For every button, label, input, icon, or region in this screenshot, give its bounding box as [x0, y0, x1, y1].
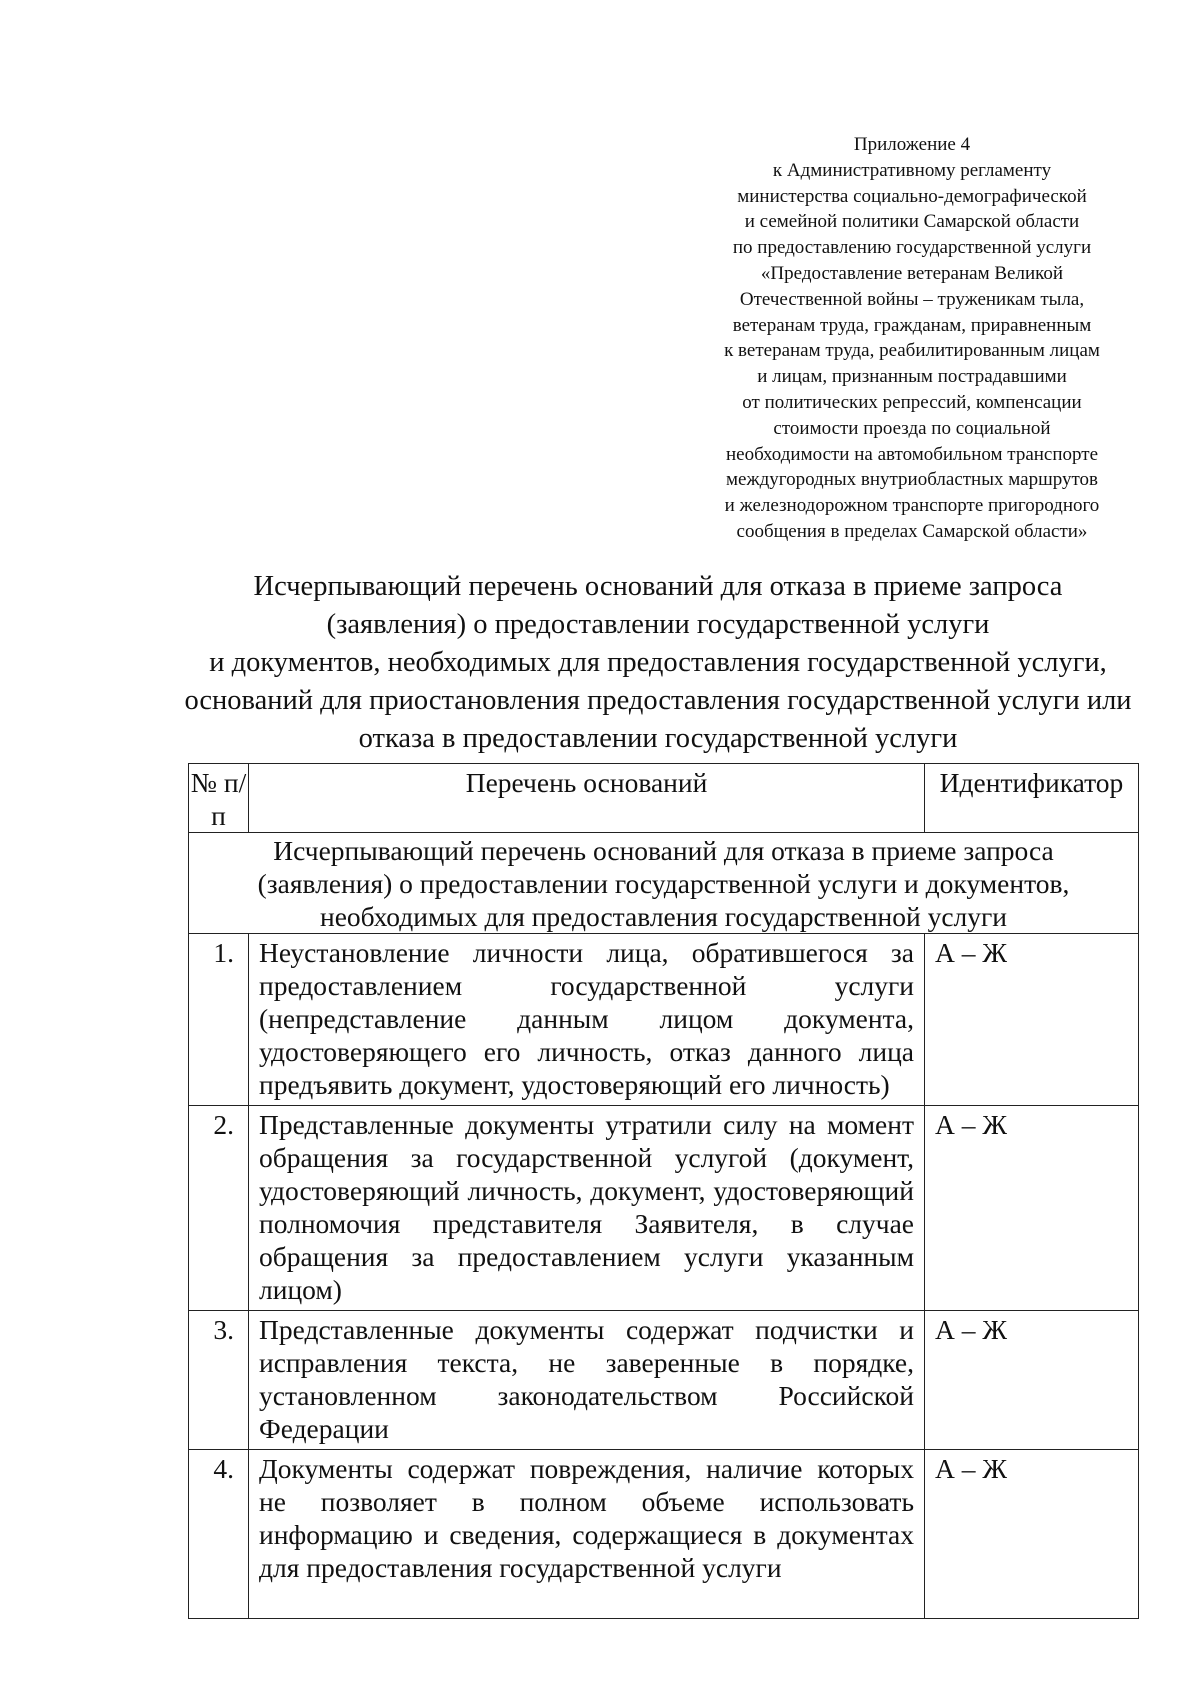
row-number: 3.: [189, 1311, 249, 1450]
appendix-line: к ветеранам труда, реабилитированным лицам: [724, 340, 1100, 362]
appendix-line: от политических репрессий, компенсации: [742, 391, 1082, 413]
row-identifier: А – Ж: [925, 934, 1139, 1106]
appendix-line: междугородных внутриобластных маршрутов: [726, 469, 1098, 491]
appendix-line: сообщения в пределах Самарской области»: [736, 520, 1088, 542]
row-ground-text: Представленные документы утратили силу на момент обращения за государственной услугой (документ, удостоверяющий личность, документ, удостоверяющий полномочия представителя Заявителя, в случае обращения за предоставлением услуги указанным лицом): [249, 1106, 925, 1311]
row-number: 2.: [189, 1106, 249, 1311]
header-number: № п/п: [189, 764, 249, 833]
appendix-line: ветеранам труда, гражданам, приравненным: [732, 314, 1092, 336]
title-line: отказа в предоставлении государственной услуги: [358, 723, 958, 754]
row-ground-text: Документы содержат повреждения, наличие которых не позволяет в полном объеме использовать информацию и сведения, содержащиеся в документах для предоставления государственной услуги: [249, 1450, 925, 1619]
title-line: (заявления) о предоставлении государственной услуги: [326, 609, 990, 640]
appendix-line: стоимости проезда по социальной: [773, 417, 1051, 439]
appendix-line: и железнодорожном транспорте пригородного: [724, 495, 1100, 517]
appendix-line: к Административному регламенту: [772, 159, 1052, 181]
document-title: [150, 568, 1166, 758]
appendix-line: и лицам, признанным пострадавшими: [757, 366, 1067, 388]
section-heading-line: Исчерпывающий перечень оснований для отказа в приеме запроса: [273, 835, 1054, 866]
grounds-table: [188, 763, 1139, 1619]
table-row: [189, 1106, 1139, 1311]
row-ground-text: Неустановление личности лица, обратившегося за предоставлением государственной услуги (непредставление данным лицом документа, удостоверяющего его личность, отказ данного лица предъявить документ, удостоверяющий его личность): [249, 934, 925, 1106]
row-identifier: А – Ж: [925, 1106, 1139, 1311]
table-header-row: [189, 764, 1139, 833]
title-line: Исчерпывающий перечень оснований для отказа в приеме запроса: [253, 571, 1063, 602]
row-identifier: А – Ж: [925, 1311, 1139, 1450]
header-grounds-list: Перечень оснований: [249, 764, 925, 833]
title-line: и документов, необходимых для предоставления государственной услуги,: [209, 647, 1107, 678]
appendix-block: [682, 132, 1142, 545]
section-heading-row: [189, 833, 1139, 934]
appendix-line: и семейной политики Самарской области: [744, 211, 1080, 233]
header-identifier: Идентификатор: [925, 764, 1139, 833]
section-heading: [189, 833, 1139, 934]
appendix-line: «Предоставление ветеранам Великой: [760, 262, 1064, 284]
section-heading-line: (заявления) о предоставлении государственной услуги и документов,: [257, 868, 1070, 899]
appendix-line: необходимости на автомобильном транспорте: [725, 443, 1099, 465]
table-row: [189, 1450, 1139, 1619]
appendix-line: Приложение 4: [853, 134, 971, 155]
row-identifier: А – Ж: [925, 1450, 1139, 1619]
title-line: оснований для приостановления предоставления государственной услуги или: [184, 685, 1132, 716]
row-ground-text: Представленные документы содержат подчистки и исправления текста, не заверенные в порядке, установленном законодательством Российской Федерации: [249, 1311, 925, 1450]
row-number: 1.: [189, 934, 249, 1106]
appendix-line: по предоставлению государственной услуги: [732, 237, 1092, 259]
appendix-line: Отечественной войны – труженикам тыла,: [739, 288, 1085, 310]
table-row: [189, 1311, 1139, 1450]
section-heading-line: необходимых для предоставления государственной услуги: [319, 901, 1008, 932]
row-number: 4.: [189, 1450, 249, 1619]
appendix-line: министерства социально-демографической: [737, 185, 1087, 207]
table-row: [189, 934, 1139, 1106]
